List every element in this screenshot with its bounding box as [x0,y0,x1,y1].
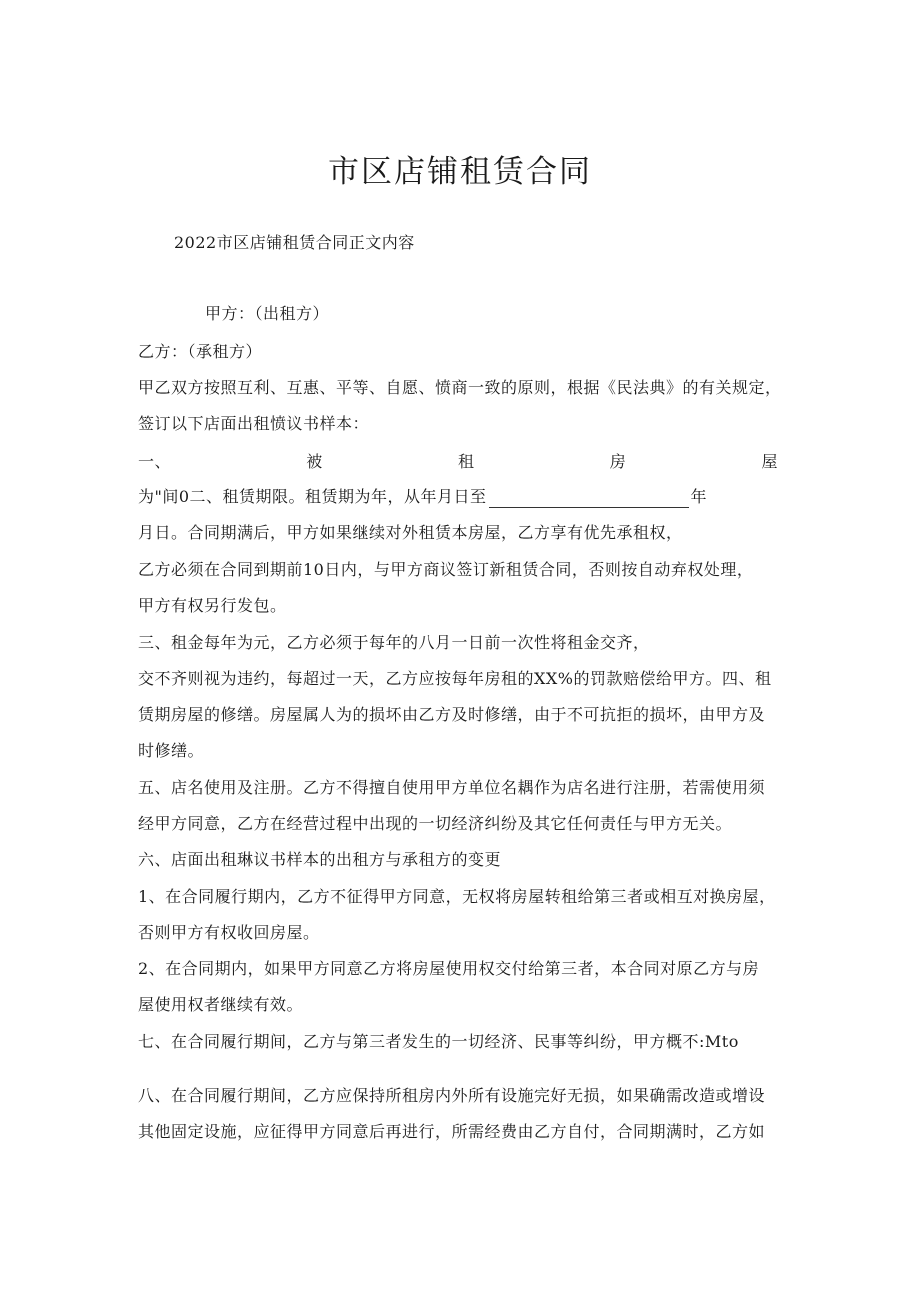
paragraph-line: 五、店名使用及注册。乙方不得擅自使用甲方单位名耦作为店名进行注册，若需使用须 [138,778,766,797]
paragraph-line: 经甲方同意，乙方在经营过程中出现的一切经济纠纷及其它任何责任与甲方无关。 [138,814,733,833]
document-title: 市区店铺租赁合同 [328,154,592,190]
paragraph-line: 三、租金每年为元，乙方必须于每年的八月一日前一次性将租金交齐， [138,633,650,652]
clause-1-line [138,451,778,473]
paragraph-line: 签订以下店面出租愤议书样本： [138,414,370,433]
paragraph-line: 时修缮。 [138,741,205,760]
document-subtitle: 2022市区店铺租赁合同正文内容 [174,233,415,252]
clause-1-word: 房 [609,452,627,471]
paragraph-line: 屋使用权者继续有效。 [138,995,304,1014]
paragraph-line: 甲乙双方按照互利、互惠、平等、自愿、愤商一致的原则，根据《民法典》的有关规定， [138,378,782,397]
clause-1-word: 一、 [138,452,172,471]
paragraph-line: 1、在合同履行期内，乙方不征得甲方同意，无权将房屋转租给第三者或相互对换房屋， [138,887,776,906]
paragraph-line: 交不齐则视为违约，每超过一天，乙方应按每年房租的XX%的罚款赔偿给甲方。四、租 [138,669,772,688]
paragraph-line: 八、在合同履行期间，乙方应保持所租房内外所有设施完好无损，如果确需改造或增设 [138,1086,766,1105]
paragraph-line: 七、在合同履行期间，乙方与第三者发生的一切经济、民事等纠纷，甲方概不:Mto [138,1032,739,1051]
clause-2-text: 为"间0二、租赁期限。租赁期为年，从年月日至 [138,487,487,506]
blank-underline [489,491,689,508]
paragraph-line: 否则甲方有权收回房屋。 [138,923,320,942]
paragraph-line: 甲方有权另行发包。 [138,596,287,615]
clause-1-word: 租 [457,452,475,471]
party-b-line: 乙方：（承租方） [138,342,263,361]
paragraph-line: 月日。合同期满后，甲方如果继续对外租赁本房屋，乙方享有优先承租权， [138,523,683,542]
paragraph-line: 其他固定设施，应征得甲方同意后再进行，所需经费由乙方自付，合同期满时，乙方如 [138,1122,766,1141]
paragraph-line: 乙方必须在合同到期前10日内，与甲方商议签订新租赁合同，否则按自动弃权处理， [138,560,754,579]
paragraph-line: 六、店面出租琳议书样本的出租方与承租方的变更 [138,850,502,869]
clause-1-word: 屋 [761,452,778,471]
clause-2-text: 年 [690,487,708,506]
clause-1-word: 被 [306,452,323,471]
clause-2-line [138,486,707,508]
party-a-line: 甲方：（出租方） [205,304,330,323]
paragraph-line: 2、在合同期内，如果甲方同意乙方将房屋使用权交付给第三者，本合同对原乙方与房 [138,959,760,978]
paragraph-line: 赁期房屋的修缮。房屋属人为的损坏由乙方及时修缮，由于不可抗拒的损坏，由甲方及 [138,705,766,724]
